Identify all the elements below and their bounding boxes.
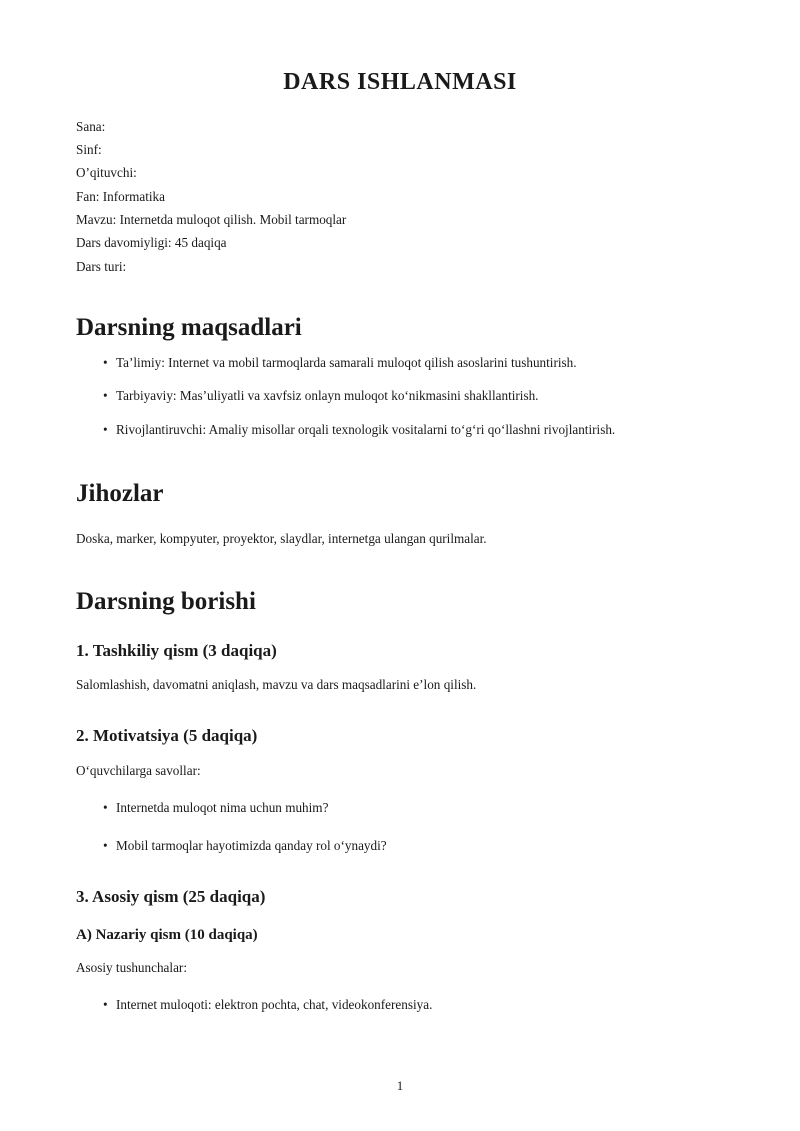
page-content <box>76 0 724 1015</box>
bullet-icon: • <box>103 837 108 853</box>
tashkiliy-qism-paragraph: Salomlashish, davomatni aniqlash, mavzu va dars maqsadlarini e’lon qilish. <box>76 677 477 693</box>
list-item-text: Internet muloqoti: elektron pochta, chat, videokonferensiya. <box>116 996 433 1012</box>
bullet-icon: • <box>103 799 108 815</box>
list-item-text: Mobil tarmoqlar hayotimizda qanday rol oʻynaydi? <box>116 837 387 853</box>
meta-mavzu: Mavzu: Internetda muloqot qilish. Mobil tarmoqlar <box>76 211 347 227</box>
subsection-heading-asosiy-qism: 3. Asosiy qism (25 daqiqa) <box>76 887 266 907</box>
list-item-text: Ta’limiy: Internet va mobil tarmoqlarda samarali muloqot qilish asoslarini tushuntirish. <box>116 354 577 370</box>
list-item-text: Tarbiyaviy: Mas’uliyatli va xavfsiz onlayn muloqot koʻnikmasini shakllantirish. <box>116 388 539 404</box>
meta-dars-turi: Dars turi: <box>76 258 127 274</box>
maqsadlari-bullet-list <box>76 353 724 440</box>
jihozlar-paragraph: Doska, marker, kompyuter, proyektor, slaydlar, internetga ulangan qurilmalar. <box>76 530 487 546</box>
nazariy-qism-bullet-list <box>76 995 724 1015</box>
list-item <box>76 836 724 856</box>
motivatsiya-bullet-list <box>76 798 724 856</box>
list-item <box>76 353 724 373</box>
list-item <box>76 420 724 440</box>
section-heading-darsning-borishi: Darsning borishi <box>76 587 256 615</box>
list-item <box>76 798 724 818</box>
section-heading-jihozlar: Jihozlar <box>76 480 164 508</box>
meta-fan: Fan: Informatika <box>76 188 165 204</box>
subsection-heading-nazariy-qism: A) Nazariy qism (10 daqiqa) <box>76 926 258 943</box>
list-item-text: Internetda muloqot nima uchun muhim? <box>116 799 329 815</box>
nazariy-qism-intro-paragraph: Asosiy tushunchalar: <box>76 959 187 975</box>
list-item <box>76 995 724 1015</box>
bullet-icon: • <box>103 422 108 438</box>
page-number: 1 <box>396 1078 404 1093</box>
list-item-text: Rivojlantiruvchi: Amaliy misollar orqali texnologik vositalarni toʻgʻri qoʻllashni rivojlantirish. <box>116 422 616 438</box>
lesson-metadata-block <box>76 115 724 278</box>
bullet-icon: • <box>103 354 108 370</box>
motivatsiya-intro-paragraph: Oʻquvchilarga savollar: <box>76 762 201 778</box>
meta-sinf: Sinf: <box>76 142 102 158</box>
meta-davomiyligi: Dars davomiyligi: 45 daqiqa <box>76 235 227 251</box>
bullet-icon: • <box>103 996 108 1012</box>
meta-oqituvchi: O’qituvchi: <box>76 165 137 181</box>
subsection-heading-tashkiliy-qism: 1. Tashkiliy qism (3 daqiqa) <box>76 640 277 660</box>
section-heading-maqsadlari: Darsning maqsadlari <box>76 313 302 341</box>
page-title: DARS ISHLANMASI <box>283 69 517 95</box>
bullet-icon: • <box>103 388 108 404</box>
list-item <box>76 386 724 406</box>
subsection-heading-motivatsiya: 2. Motivatsiya (5 daqiqa) <box>76 726 258 746</box>
meta-sana: Sana: <box>76 118 106 134</box>
